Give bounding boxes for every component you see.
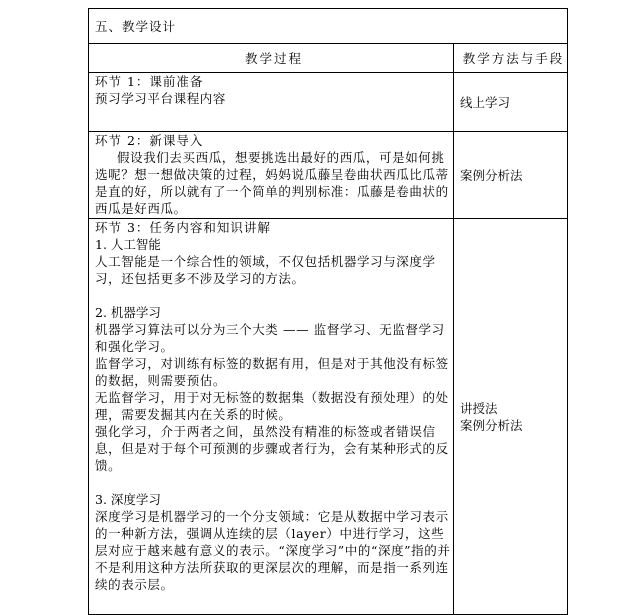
header-process: 教学过程: [89, 44, 454, 73]
row2-method-cell: [454, 132, 568, 219]
topic2-para-3: 无监督学习，用于对无标签的数据集（数据没有预处理）的处理，需要发掘其内在关系的时候。: [95, 390, 449, 422]
row1-line: 预习学习平台课程内容: [95, 91, 227, 106]
topic2-heading: 2. 机器学习: [95, 305, 161, 320]
teaching-design-table: [88, 8, 568, 615]
table-row: [89, 132, 568, 219]
row2-method: 案例分析法: [460, 167, 523, 183]
row1-method-cell: [454, 73, 568, 132]
table-row: [89, 73, 568, 132]
row3-method-1: 讲授法: [460, 400, 498, 416]
topic2-para-1: 机器学习算法可以分为三个大类 —— 监督学习、无监督学习和强化学习。: [95, 322, 445, 354]
spacer: [95, 287, 453, 304]
spacer: [95, 474, 453, 491]
topic1-para: 人工智能是一个综合性的领域，不仅包括机器学习与深度学习，还包括更多不涉及学习的方法。: [95, 254, 436, 286]
row1-title: 环节 1：课前准备: [95, 74, 204, 89]
row2-process-cell: [89, 132, 454, 219]
topic3-para: 深度学习是机器学习的一个分支领域：它是从数据中学习表示的一种新方法，强调从连续的层（layer）中进行学习，这些层对应于越来越有意义的表示。“深度学习”中的“深度”指的并不是利用这种方法所获取的更深层次的理解，而是指一系列连续的表示层。: [95, 509, 451, 592]
row3-method-2: 案例分析法: [460, 417, 523, 433]
row1-method: 线上学习: [460, 94, 511, 110]
topic2-para-4: 强化学习，介于两者之间，虽然没有精准的标签或者错误信息，但是对于每个可预测的步骤或者行为，会有某种形式的反馈。: [95, 424, 449, 473]
header-method: 教学方法与手段: [454, 44, 568, 73]
topic2-para-2: 监督学习，对训练有标签的数据有用，但是对于其他没有标签的数据，则需要预估。: [95, 356, 449, 388]
row1-process-cell: [89, 73, 454, 132]
row3-process-cell: [89, 219, 454, 615]
section-title: 五、教学设计: [89, 9, 568, 44]
topic3-heading: 3. 深度学习: [95, 492, 161, 507]
topic1-heading: 1. 人工智能: [95, 237, 161, 252]
table-row: [89, 219, 568, 615]
row3-title: 环节 3：任务内容和知识讲解: [95, 220, 271, 235]
row2-title: 环节 2：新课导入: [95, 133, 204, 148]
row3-method-cell: [454, 219, 568, 615]
row2-paragraph: 假设我们去买西瓜，想要挑选出最好的西瓜，可是如何挑选呢？想一想做决策的过程，妈妈说瓜藤呈卷曲状西瓜比瓜蒂是直的好，所以就有了一个简单的判别标准：瓜藤是卷曲状的西瓜是好西瓜。: [95, 150, 449, 216]
